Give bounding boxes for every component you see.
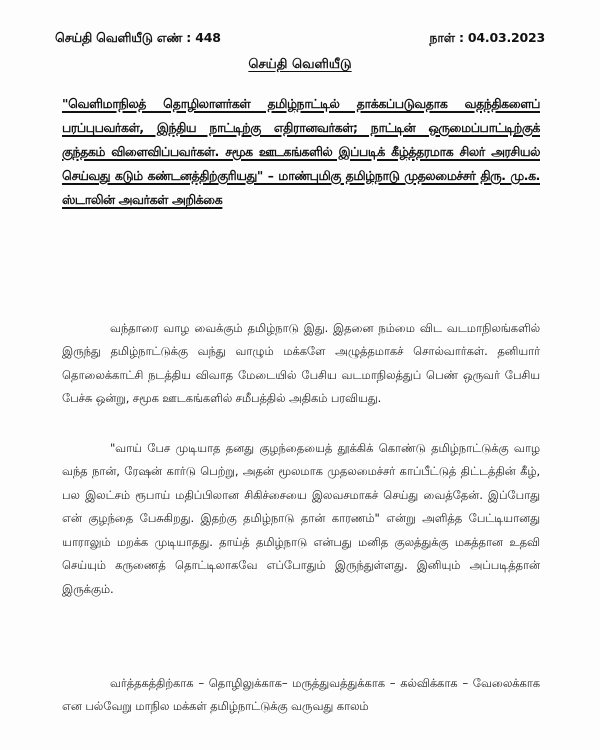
body-paragraph: வந்தாரை வாழ வைக்கும் தமிழ்நாடு இது. இதனை நம்மை விட வடமாநிலங்களில் இருந்து தமிழ்நாட்டுக்கு வந்து வாழும் மக்களே அழுத்தமாகச் சொல்வார்கள். தனியார் தொலைக்காட்சி நடத்திய விவாத மேடையில் பேசிய வடமாநிலத்துப் பெண் ஒருவர் பேசிய பேச்சு ஒன்று, சமூக ஊடகங்களில் சமீபத்தில் அதிகம் பரவியது. [62, 320, 540, 406]
headline: "வெளிமாநிலத் தொழிலாளர்கள் தமிழ்நாட்டில் தாக்கப்படுவதாக வதந்திகளைப் பரப்புபவர்கள், இந்திய நாட்டிற்கு எதிரானவர்கள்; நாட்டின் ஒருமைப்பாட்டிற்குக் குந்தகம் விளைவிப்பவர்கள். சமூக ஊடகங்களில் இப்படிக் கீழ்த்தரமாக சிலர் அரசியல் செய்வது கடும் கண்டனத்திற்குரியது" – மாண்புமிகு தமிழ்நாடு முதலமைச்சர் திரு. மு.க. ஸ்டாலின் அவர்கள் அறிக்கை [62, 97, 540, 207]
body-paragraph: வர்த்தகத்திற்காக – தொழிலுக்காக– மருத்துவத்துக்காக – கல்விக்காக – வேலைக்காக என பல்வேறு மாநில மக்கள் தமிழ்நாட்டுக்கு வருவது காலம் [62, 675, 540, 714]
page-title: செய்தி வெளியீடு [248, 57, 352, 72]
meta-row [55, 30, 545, 48]
release-date: நாள் : 04.03.2023 [429, 30, 545, 45]
release-number: செய்தி வெளியீடு எண் : 448 [55, 30, 221, 45]
body-paragraph: "வாய் பேச முடியாத தனது குழந்தையைத் தூக்கிக் கொண்டு தமிழ்நாட்டுக்கு வாழ வந்த நான், ரேஷன் கார்டு பெற்று, அதன் மூலமாக முதலமைச்சர் காப்பீட்டுத் திட்டத்தின் கீழ், பல இலட்சம் ரூபாய் மதிப்பிலான சிகிச்சையை இலவசமாகச் செய்து வைத்தேன். இப்போது என் குழந்தை பேசுகிறது. இதற்கு தமிழ்நாடு தான் காரணம்" என்று அளித்த பேட்டியானது யாராலும் மறக்க முடியாதது. தாய்த் தமிழ்நாடு என்பது மனித குலத்துக்கு மகத்தான உதவி செய்யும் கருணைத் தொட்டிலாகவே எப்போதும் இருந்துள்ளது. இனியும் அப்படித்தான் இருக்கும். [62, 440, 540, 596]
